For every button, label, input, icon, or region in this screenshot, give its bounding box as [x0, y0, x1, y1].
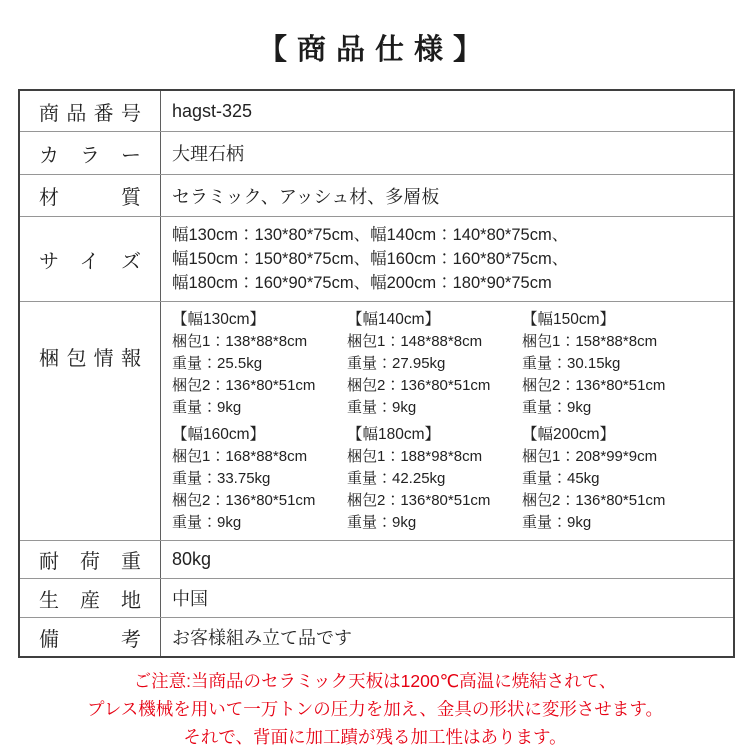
packing-block-180cm	[347, 424, 522, 534]
packing-line: 梱包2：136*80*51cm	[347, 377, 491, 394]
packing-line: 重量：45kg	[522, 470, 600, 487]
size-line-3: 幅180cm：160*90*75cm、幅200cm：180*90*75cm	[172, 274, 552, 292]
packing-title: 【幅150cm】	[522, 311, 616, 328]
packing-row-1	[172, 309, 723, 419]
load-capacity-label-cell	[20, 541, 161, 578]
packing-block-200cm	[522, 424, 697, 534]
packing-line: 梱包2：136*80*51cm	[172, 492, 316, 509]
packing-line: 重量：30.15kg	[522, 355, 621, 372]
packing-line: 重量：27.95kg	[347, 355, 446, 372]
color-label: カラー	[39, 144, 141, 167]
packing-line: 重量：9kg	[172, 399, 242, 416]
packing-row-2	[172, 424, 723, 534]
size-label-cell	[20, 217, 161, 301]
packing-line: 重量：9kg	[347, 514, 417, 531]
remarks-label: 備考	[39, 628, 141, 651]
caution-line-1: ご注意:当商品のセラミック天板は1200℃高温に焼結されて、	[133, 671, 617, 691]
packing-label-cell	[20, 302, 161, 540]
packing-value	[161, 302, 733, 540]
item-number-label-cell	[20, 91, 161, 131]
load-capacity-value: 80kg	[172, 549, 212, 569]
packing-title: 【幅160cm】	[172, 426, 266, 443]
packing-line: 重量：9kg	[172, 514, 242, 531]
origin-label-cell	[20, 579, 161, 617]
packing-line: 梱包2：136*80*51cm	[347, 492, 491, 509]
caution-notice	[0, 667, 750, 750]
size-value	[161, 217, 733, 301]
spec-row-color	[20, 131, 733, 174]
load-capacity-label: 耐荷重	[39, 551, 141, 573]
caution-line-3: それで、背面に加工蹟が残る加工性はあります。	[183, 727, 567, 747]
packing-line: 重量：25.5kg	[172, 355, 263, 372]
packing-title: 【幅140cm】	[347, 311, 441, 328]
packing-line: 梱包1：148*88*8cm	[347, 333, 483, 350]
packing-block-150cm	[522, 309, 697, 419]
packing-label: 梱包情報	[39, 348, 141, 370]
spec-row-material	[20, 174, 733, 216]
material-label-cell	[20, 175, 161, 216]
page-title: 【商品仕様】	[257, 34, 492, 66]
remarks-label-cell	[20, 618, 161, 656]
material-value: セラミック、アッシュ材、多層板	[172, 186, 440, 207]
size-line-2: 幅150cm：150*80*75cm、幅160cm：160*80*75cm、	[172, 250, 569, 268]
packing-line: 梱包2：136*80*51cm	[522, 377, 666, 394]
packing-line: 重量：9kg	[347, 399, 417, 416]
spec-row-remarks	[20, 617, 733, 656]
packing-line: 梱包1：188*98*8cm	[347, 448, 483, 465]
packing-block-130cm	[172, 309, 347, 419]
spec-row-item-number	[20, 91, 733, 131]
spec-row-origin	[20, 578, 733, 617]
caution-line-2: プレス機械を用いて一万トンの圧力を加え、金具の形状に変形させます。	[87, 699, 663, 719]
material-label: 材質	[39, 187, 141, 209]
packing-line: 梱包1：158*88*8cm	[522, 333, 658, 350]
packing-line: 梱包1：138*88*8cm	[172, 333, 308, 350]
origin-value: 中国	[172, 589, 208, 609]
packing-line: 梱包1：168*88*8cm	[172, 448, 308, 465]
packing-line: 梱包2：136*80*51cm	[172, 377, 316, 394]
packing-line: 梱包2：136*80*51cm	[522, 492, 666, 509]
item-number-value: hagst-325	[172, 100, 253, 121]
packing-line: 重量：33.75kg	[172, 470, 271, 487]
spec-row-packing	[20, 301, 733, 540]
packing-title: 【幅180cm】	[347, 426, 441, 443]
spec-table	[18, 89, 735, 658]
remarks-value: お客様組み立て品です	[172, 628, 352, 648]
packing-line: 重量：9kg	[522, 514, 592, 531]
size-label: サイズ	[39, 250, 141, 273]
packing-line: 重量：42.25kg	[347, 470, 446, 487]
color-value: 大理石柄	[172, 144, 244, 164]
origin-label: 生産地	[39, 589, 141, 612]
color-label-cell	[20, 132, 161, 174]
packing-title: 【幅200cm】	[522, 426, 616, 443]
spec-row-size	[20, 216, 733, 301]
size-line-1: 幅130cm：130*80*75cm、幅140cm：140*80*75cm、	[172, 226, 569, 244]
packing-line: 重量：9kg	[522, 399, 592, 416]
packing-line: 梱包1：208*99*9cm	[522, 448, 658, 465]
spec-row-load-capacity	[20, 540, 733, 578]
item-number-label: 商品番号	[39, 102, 141, 125]
packing-block-160cm	[172, 424, 347, 534]
packing-title: 【幅130cm】	[172, 311, 266, 328]
packing-block-140cm	[347, 309, 522, 419]
